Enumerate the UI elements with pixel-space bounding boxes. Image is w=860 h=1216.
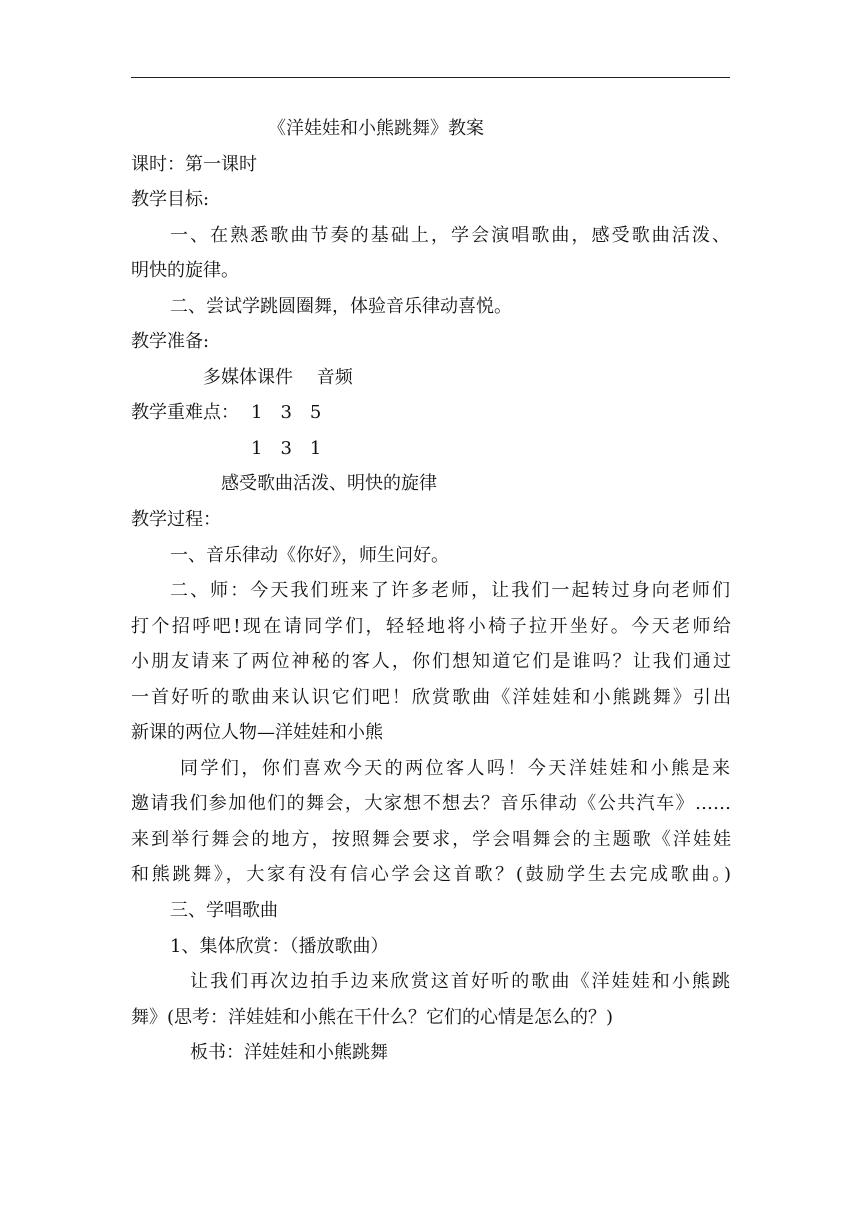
key-points-text: 感受歌曲活泼、明快的旋律 xyxy=(221,473,437,494)
para-3-line-2: 邀请我们参加他们的舞会，大家想不想去？音乐律动《公共汽车》…… xyxy=(131,793,731,814)
doc-title: 《洋娃娃和小熊跳舞》教案 xyxy=(268,118,484,139)
goals-heading: 教学目标: xyxy=(131,189,210,210)
goal-1-line-1: 一、在熟悉歌曲节奏的基础上，学会演唱歌曲，感受歌曲活泼、 xyxy=(170,225,730,246)
sub-step-1: 1、集体欣赏：（播放歌曲） xyxy=(170,936,389,957)
prep-heading: 教学准备: xyxy=(131,331,210,352)
step-2-line-2: 打个招呼吧!现在请同学们，轻轻地将小椅子拉开坐好。今天老师给 xyxy=(131,616,731,637)
key-notes-1: 1 3 5 xyxy=(251,402,322,423)
step-2-line-5: 新课的两位人物—洋娃娃和小熊 xyxy=(131,722,383,743)
sub-step-1-text-line-2: 舞》(思考：洋娃娃和小熊在干什么？它们的心情是怎么的？) xyxy=(131,1007,614,1028)
step-1: 一、音乐律动《你好》，师生问好。 xyxy=(170,545,449,566)
para-3-line-4: 和熊跳舞》，大家有没有信心学会这首歌？(鼓励学生去完成歌曲。) xyxy=(131,864,731,885)
board-writing: 板书：洋娃娃和小熊跳舞 xyxy=(190,1042,388,1063)
goal-2: 二、尝试学跳圆圈舞，体验音乐律动喜悦。 xyxy=(170,296,512,317)
para-3-line-1: 同学们，你们喜欢今天的两位客人吗！今天洋娃娃和小熊是来 xyxy=(180,758,730,779)
para-3-line-3: 来到举行舞会的地方，按照舞会要求，学会唱舞会的主题歌《洋娃娃 xyxy=(131,829,731,850)
key-points-label: 教学重难点： xyxy=(131,402,239,423)
process-heading: 教学过程： xyxy=(131,509,221,530)
step-2-line-3: 小朋友请来了两位神秘的客人，你们想知道它们是谁吗？让我们通过 xyxy=(131,651,731,672)
prep-items: 多媒体课件 音频 xyxy=(203,367,353,388)
key-notes-2: 1 3 1 xyxy=(251,438,322,459)
goal-1-line-2: 明快的旋律。 xyxy=(131,260,239,281)
step-2-line-1: 二、师：今天我们班来了许多老师，让我们一起转过身向老师们 xyxy=(170,580,730,601)
header-rule xyxy=(131,77,730,78)
sub-step-1-text-line-1: 让我们再次边拍手边来欣赏这首好听的歌曲《洋娃娃和小熊跳 xyxy=(190,971,730,992)
lesson-period: 课时：第一课时 xyxy=(131,154,257,175)
step-3: 三、学唱歌曲 xyxy=(170,900,278,921)
step-2-line-4: 一首好听的歌曲来认识它们吧！欣赏歌曲《洋娃娃和小熊跳舞》引出 xyxy=(131,687,731,708)
